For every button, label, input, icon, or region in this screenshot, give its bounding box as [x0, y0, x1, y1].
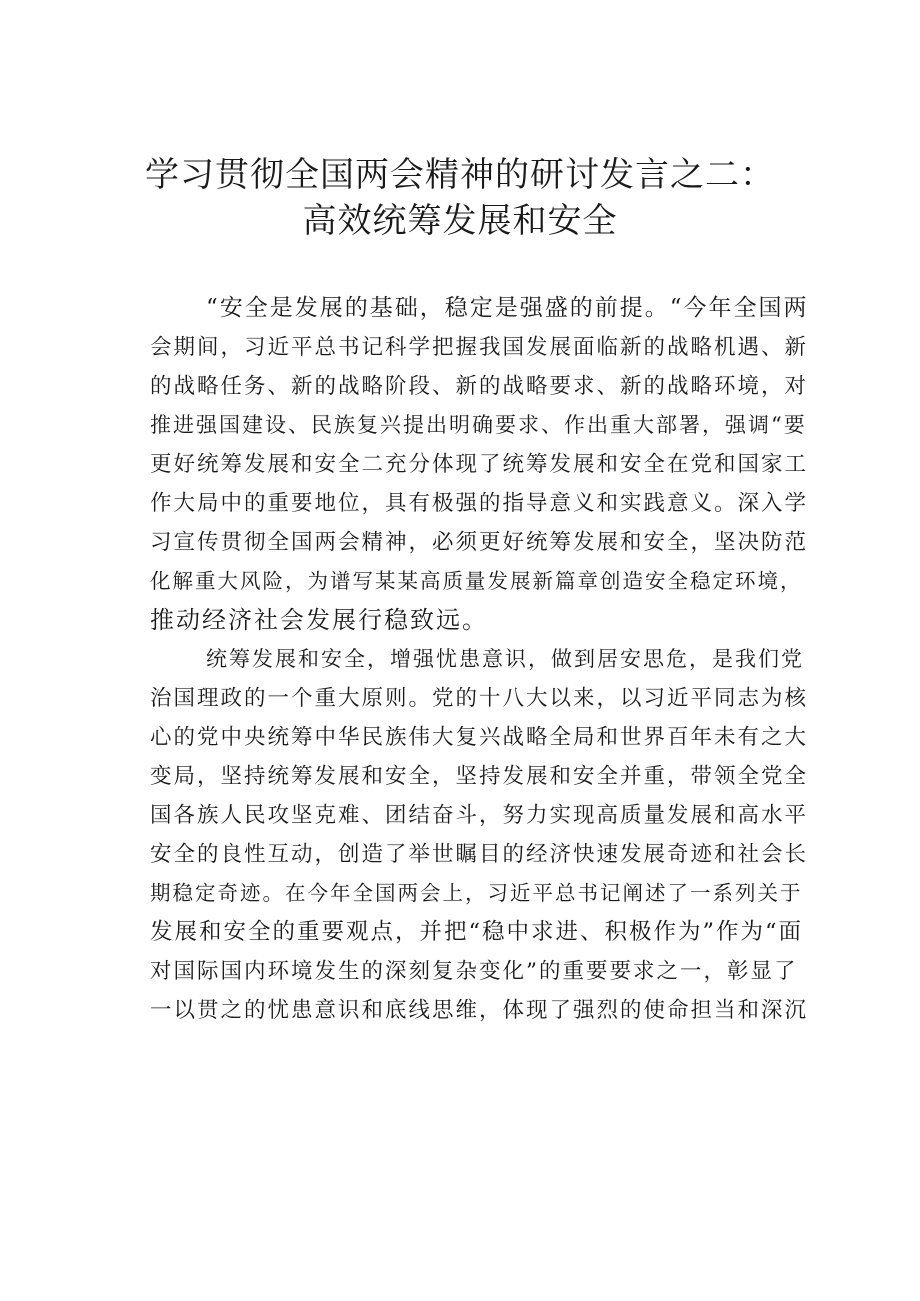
paragraph-line: 推进强国建设、民族复兴提出明确要求、作出重大部署，强调“要	[150, 413, 807, 437]
paragraph-line: 的战略任务、新的战略阶段、新的战略要求、新的战略环境，对	[150, 374, 809, 399]
document-title	[120, 152, 800, 244]
title-line-2: 高效统筹发展和安全	[302, 201, 618, 241]
title-line-1: 学习贯彻全国两会精神的研讨发言之二：	[145, 155, 775, 195]
paragraph-line: 作大局中的重要地位，具有极强的指导意义和实践意义。深入学	[150, 491, 809, 516]
paragraph-line: 对国际国内环境发生的深刻复杂变化”的重要要求之一，彰显了	[150, 959, 798, 984]
paragraph-line: 更好统筹发展和安全二充分体现了统筹发展和安全在党和国家工	[150, 452, 809, 477]
paragraph-line: 变局，坚持统筹发展和安全，坚持发展和安全并重，带领全党全	[150, 764, 809, 789]
paragraph-line: 国各族人民攻坚克难、团结奋斗，努力实现高质量发展和高水平	[150, 803, 809, 828]
paragraph-line: 心的党中央统筹中华民族伟大复兴战略全局和世界百年未有之大	[150, 725, 809, 750]
paragraph-line: 发展和安全的重要观点，并把“稳中求进、积极作为”作为“面	[150, 919, 804, 945]
paragraph-line: 治国理政的一个重大原则。党的十八大以来，以习近平同志为核	[150, 686, 809, 711]
paragraph-line: 化解重大风险，为谱写某某高质量发展新篇章创造安全稳定环境，	[150, 569, 803, 593]
paragraph-line: “安全是发展的基础，稳定是强盛的前提。“今年全国两	[206, 295, 809, 321]
paragraph-1	[150, 289, 810, 640]
paragraph-line: 统筹发展和安全，增强忧患意识，做到居安思危，是我们党	[206, 647, 804, 671]
document-body	[150, 289, 810, 1030]
paragraph-line: 期稳定奇迹。在今年全国两会上，习近平总书记阐述了一系列关于	[150, 881, 803, 905]
paragraph-2	[150, 640, 810, 1030]
paragraph-line: 一以贯之的忧患意识和底线思维，体现了强烈的使命担当和深沉	[150, 998, 809, 1023]
paragraph-line: 安全的良性互动，创造了举世瞩目的经济快速发展奇迹和社会长	[150, 842, 809, 867]
paragraph-line: 推动经济社会发展行稳致远。	[150, 606, 488, 634]
paragraph-line: 会期间，习近平总书记科学把握我国发展面临新的战略机遇、新	[150, 335, 809, 360]
paragraph-line: 习宣传贯彻全国两会精神，必须更好统筹发展和安全，坚决防范	[150, 530, 809, 555]
